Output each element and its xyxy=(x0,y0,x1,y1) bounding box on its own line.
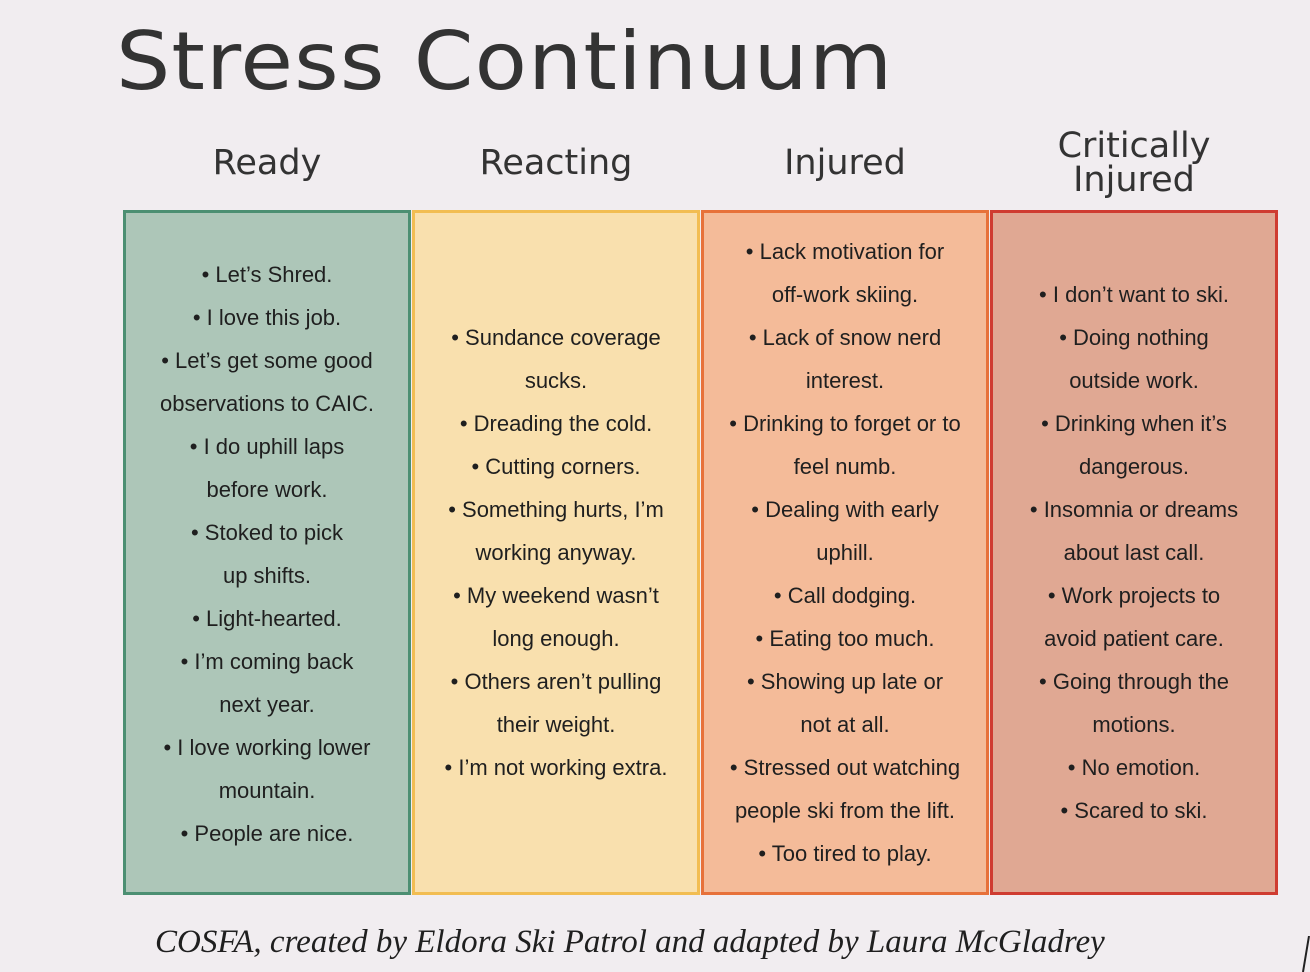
list-item: • Call dodging. xyxy=(773,583,917,608)
column-critically-injured xyxy=(990,210,1278,895)
list-item: • Going through the motions. xyxy=(1039,669,1229,737)
column-reacting xyxy=(412,210,700,895)
list-item: • Sundance coverage sucks. xyxy=(451,325,661,393)
column-injured xyxy=(701,210,989,895)
page-title: Stress Continuum xyxy=(116,15,894,108)
list-item: • Showing up late or not at all. xyxy=(746,669,944,737)
critically-injured-list xyxy=(993,273,1275,832)
list-item: • I’m coming back next year. xyxy=(180,648,354,717)
list-item: • Stressed out watching people ski from the lift. xyxy=(729,755,961,823)
list-item: • Drinking to forget or to feel numb. xyxy=(729,411,961,479)
list-item: • No emotion. xyxy=(1067,755,1201,780)
injured-list xyxy=(704,230,986,875)
list-item: • Cutting corners. xyxy=(471,454,641,479)
corner-stroke-decoration xyxy=(1302,936,1310,972)
column-header-ready: Ready xyxy=(212,143,322,183)
list-item: • Dealing with early uphill. xyxy=(751,497,939,565)
list-item: • People are nice. xyxy=(180,820,354,846)
column-header-injured: Injured xyxy=(784,143,906,183)
list-item: • I don’t want to ski. xyxy=(1039,282,1229,307)
list-item: • Work projects to avoid patient care. xyxy=(1044,583,1224,651)
ready-list xyxy=(126,251,408,855)
list-item: • Too tired to play. xyxy=(758,841,932,866)
list-item: • I do uphill laps before work. xyxy=(189,433,345,502)
column-ready xyxy=(123,210,411,895)
list-item: • Stoked to pick up shifts. xyxy=(190,519,343,588)
list-item: • Eating too much. xyxy=(755,626,935,651)
list-item: • I’m not working extra. xyxy=(444,755,668,780)
column-header-critically-injured: Critically Injured xyxy=(1057,126,1211,200)
list-item: • Lack of snow nerd interest. xyxy=(748,325,942,393)
column-header-reacting: Reacting xyxy=(479,143,633,183)
list-item: • Something hurts, I’m working anyway. xyxy=(448,497,664,565)
list-item: • Let’s Shred. xyxy=(201,261,333,287)
source-caption: COSFA, created by Eldora Ski Patrol and adapted by Laura McGladrey xyxy=(155,924,1105,960)
list-item: • Others aren’t pulling their weight. xyxy=(450,669,662,737)
list-item: • Insomnia or dreams about last call. xyxy=(1029,497,1239,565)
list-item: • Let’s get some good observations to CAIC. xyxy=(160,347,374,416)
list-item: • My weekend wasn’t long enough. xyxy=(453,583,659,651)
reacting-list xyxy=(415,316,697,789)
list-item: • Lack motivation for off-work skiing. xyxy=(745,239,945,307)
list-item: • Drinking when it’s dangerous. xyxy=(1041,411,1227,479)
list-item: • I love this job. xyxy=(192,304,342,330)
list-item: • Scared to ski. xyxy=(1060,798,1208,823)
list-item: • Light-hearted. xyxy=(192,605,342,631)
list-item: • I love working lower mountain. xyxy=(163,734,371,803)
list-item: • Doing nothing outside work. xyxy=(1059,325,1209,393)
list-item: • Dreading the cold. xyxy=(459,411,653,436)
